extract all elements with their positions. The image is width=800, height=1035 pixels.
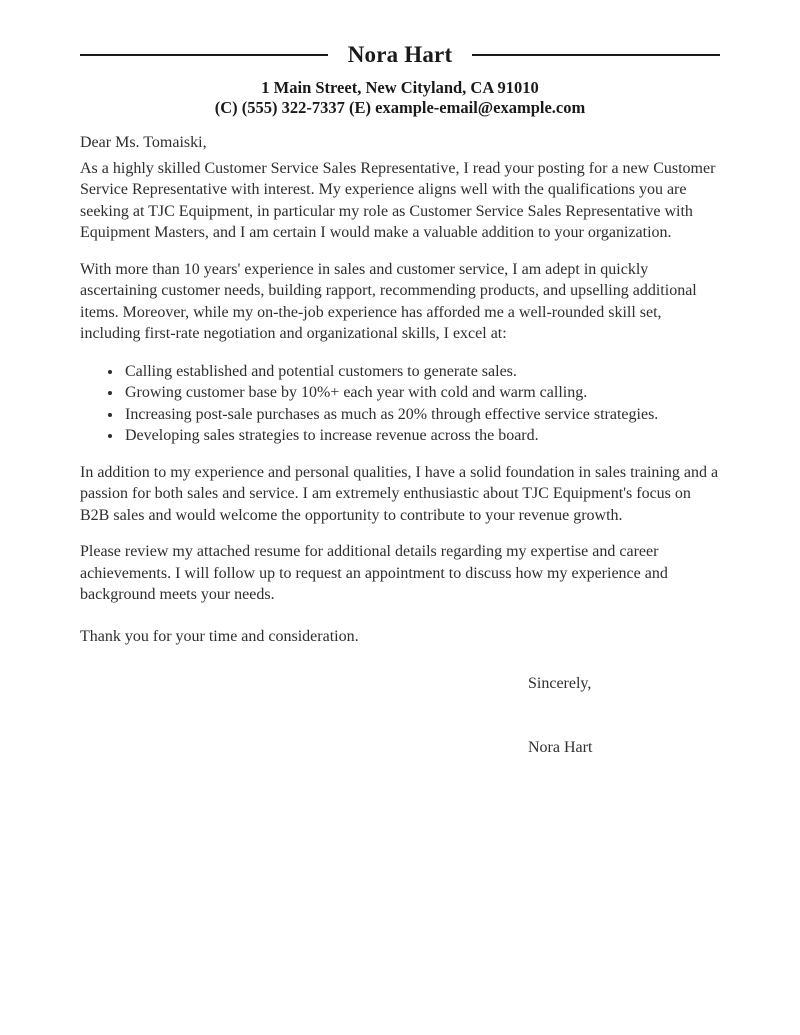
paragraph-qualities: In addition to my experience and personal qualities, I have a solid foundation in sales training and a passion for both sales and service. I am extremely enthusiastic about TJC Equipment's focus on B2B sales and would welcome the opportunity to contribute to your revenue growth. <box>80 463 719 524</box>
phone-email-line: (C) (555) 322-7337 (E) example-email@example.com <box>214 98 586 117</box>
list-item: • Calling established and potential customers to generate sales. <box>123 361 685 383</box>
address-line: 1 Main Street, New Cityland, CA 91010 <box>261 78 539 97</box>
header-rule-right <box>472 54 720 56</box>
letter-header <box>80 42 720 68</box>
paragraph-intro: As a highly skilled Customer Service Sales Representative, I read your posting for a new Customer Service Representative with interest. My experience aligns well with the qualifications you are seeking at TJC Equipment, in particular my role as Customer Service Sales Representative with Equipment Masters, and I am certain I would make a valuable addition to your organization. <box>80 159 716 241</box>
header-rule-left <box>80 54 328 56</box>
greeting: Dear Ms. Tomaiski, <box>80 134 207 151</box>
skills-list <box>80 361 720 447</box>
closing-salutation: Sincerely, <box>528 675 592 692</box>
list-item: • Growing customer base by 10%+ each year with cold and warm calling. <box>123 382 685 404</box>
list-item: • Increasing post-sale purchases as much as 20% through effective service strategies. <box>123 404 685 426</box>
signature-name: Nora Hart <box>528 738 593 756</box>
author-name-title: Nora Hart <box>347 42 453 67</box>
paragraph-follow-up: Please review my attached resume for additional details regarding my expertise and career achievements. I will follow up to request an appointment to discuss how my experience and background meets your needs. <box>80 543 668 603</box>
thank-you-line: Thank you for your time and consideration. <box>80 627 359 645</box>
list-item: • Developing sales strategies to increase revenue across the board. <box>123 425 685 447</box>
paragraph-experience: With more than 10 years' experience in sales and customer service, I am adept in quickly ascertaining customer needs, building rapport, recommending products, and upselling additional items. Moreover, while my on-the-job experience has afforded me a well-rounded skill set, including first-rate negotiation and organizational skills, I excel at: <box>80 260 697 342</box>
